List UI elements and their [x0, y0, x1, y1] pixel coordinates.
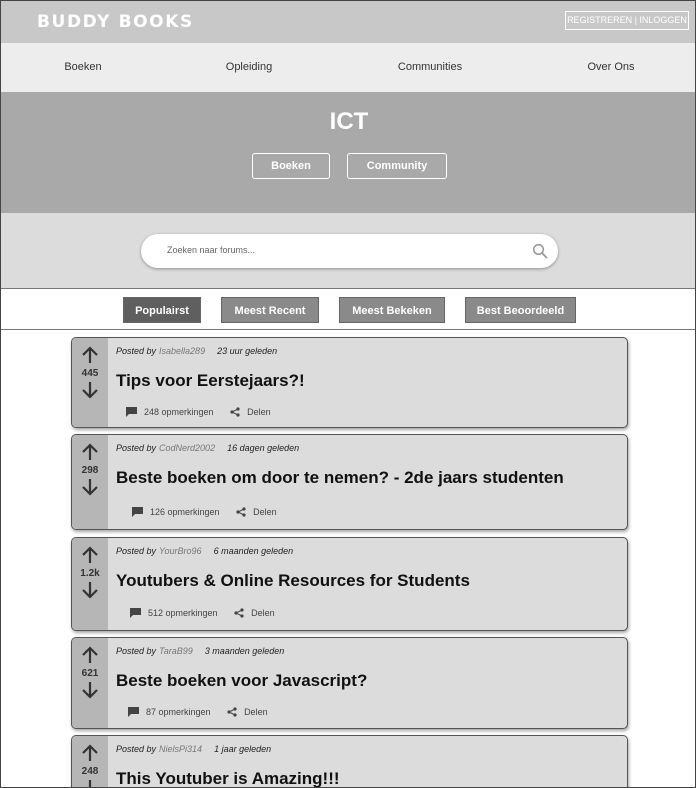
vote-count: 248 [81, 766, 99, 777]
share-label: Delen [253, 507, 277, 517]
share-label: Delen [251, 608, 275, 618]
downvote-icon[interactable] [80, 581, 100, 599]
sort-filter-bar [1, 290, 696, 330]
community-button[interactable]: Community [347, 153, 447, 179]
register-link[interactable]: REGISTREREN [567, 15, 633, 25]
comment-icon [126, 407, 137, 417]
post-author[interactable]: NielsPi314 [159, 744, 203, 754]
vote-column [72, 538, 108, 630]
share-label: Delen [247, 407, 271, 417]
logo[interactable]: BUDDY BOOKS [37, 12, 194, 32]
category-header [1, 92, 696, 213]
comment-icon [132, 507, 143, 517]
nav-item-over-ons[interactable]: Over Ons [587, 61, 635, 73]
post-meta [116, 744, 271, 754]
share-label: Delen [244, 707, 268, 717]
post-title[interactable]: This Youtuber is Amazing!!! [116, 769, 340, 788]
nav-item-opleiding[interactable]: Opleiding [225, 61, 273, 73]
share-link[interactable] [236, 507, 277, 517]
nav-item-boeken[interactable]: Boeken [64, 61, 102, 73]
vote-count: 298 [81, 465, 99, 476]
post-actions [130, 608, 275, 620]
comment-icon [128, 707, 139, 717]
share-icon [236, 507, 246, 517]
post-title[interactable]: Beste boeken voor Javascript? [116, 671, 368, 690]
share-link[interactable] [234, 608, 275, 618]
comments-count: 87 opmerkingen [146, 707, 211, 717]
share-icon [230, 407, 240, 417]
post-actions [128, 707, 268, 719]
comments-count: 126 opmerkingen [150, 507, 220, 517]
search-input[interactable] [141, 234, 558, 268]
search-placeholder: Zoeken naar forums... [167, 245, 256, 255]
upvote-icon[interactable] [80, 744, 100, 762]
post-meta [116, 546, 293, 556]
boeken-button[interactable]: Boeken [252, 153, 330, 179]
filter-meest-bekeken[interactable]: Meest Bekeken [339, 297, 445, 323]
post-meta [116, 646, 284, 656]
page-title: ICT [329, 108, 369, 135]
post-time: 1 jaar geleden [214, 744, 272, 754]
post-meta [116, 443, 299, 453]
filter-populairst[interactable]: Populairst [123, 297, 201, 323]
comments-link[interactable] [130, 608, 218, 618]
upvote-icon[interactable] [80, 546, 100, 564]
login-link[interactable]: INLOGGEN [639, 15, 687, 25]
post-author[interactable]: YourBro96 [159, 546, 202, 556]
downvote-icon[interactable] [80, 478, 100, 496]
vote-column [72, 736, 108, 788]
upvote-icon[interactable] [80, 646, 100, 664]
comments-count: 248 opmerkingen [144, 407, 214, 417]
share-icon [234, 608, 244, 618]
post-title[interactable]: Beste boeken om door te nemen? - 2de jaars studenten [116, 468, 564, 487]
posted-by-label: Posted by [116, 646, 157, 656]
top-bar [1, 1, 696, 43]
comments-count: 512 opmerkingen [148, 608, 218, 618]
auth-box [565, 11, 689, 30]
posted-by-label: Posted by [116, 346, 157, 356]
comment-icon [130, 608, 141, 618]
filter-best-beoordeeld[interactable]: Best Beoordeeld [465, 297, 576, 323]
post-author[interactable]: TaraB99 [159, 646, 193, 656]
forum-feed [1, 331, 696, 788]
post-time: 23 uur geleden [217, 346, 278, 356]
vote-count: 445 [81, 368, 99, 379]
nav-item-communities[interactable]: Communities [397, 61, 463, 73]
forum-post[interactable] [71, 735, 628, 788]
posted-by-label: Posted by [116, 744, 157, 754]
vote-column [72, 435, 108, 529]
post-title[interactable]: Youtubers & Online Resources for Students [116, 571, 470, 590]
forum-post[interactable] [71, 337, 628, 428]
upvote-icon[interactable] [80, 443, 100, 461]
filter-meest-recent[interactable]: Meest Recent [221, 297, 319, 323]
comments-link[interactable] [126, 407, 214, 417]
forum-post[interactable] [71, 637, 628, 729]
share-icon [227, 707, 237, 717]
posted-by-label: Posted by [116, 443, 157, 453]
post-author[interactable]: Isabella289 [159, 346, 206, 356]
share-link[interactable] [230, 407, 271, 417]
share-link[interactable] [227, 707, 268, 717]
vote-count: 621 [81, 668, 99, 679]
post-time: 3 maanden geleden [204, 646, 285, 656]
downvote-icon[interactable] [80, 681, 100, 699]
comments-link[interactable] [128, 707, 211, 717]
post-author[interactable]: CodNerd2002 [159, 443, 216, 453]
search-section [1, 213, 696, 289]
forum-post[interactable] [71, 537, 628, 631]
post-time: 16 dagen geleden [227, 443, 300, 453]
comments-link[interactable] [132, 507, 220, 517]
main-nav [1, 43, 696, 92]
post-title[interactable]: Tips voor Eerstejaars?! [116, 371, 305, 390]
post-meta [116, 346, 277, 356]
post-actions [126, 407, 271, 419]
auth-separator: | [632, 15, 640, 25]
upvote-icon[interactable] [80, 346, 100, 364]
forum-post[interactable] [71, 434, 628, 530]
downvote-icon[interactable] [80, 779, 100, 788]
post-time: 6 maanden geleden [213, 546, 294, 556]
search-icon[interactable] [532, 243, 548, 259]
posted-by-label: Posted by [116, 546, 157, 556]
post-actions [132, 507, 277, 519]
downvote-icon[interactable] [80, 381, 100, 399]
vote-column [72, 338, 108, 427]
vote-count: 1.2k [80, 568, 100, 579]
vote-column [72, 638, 108, 728]
